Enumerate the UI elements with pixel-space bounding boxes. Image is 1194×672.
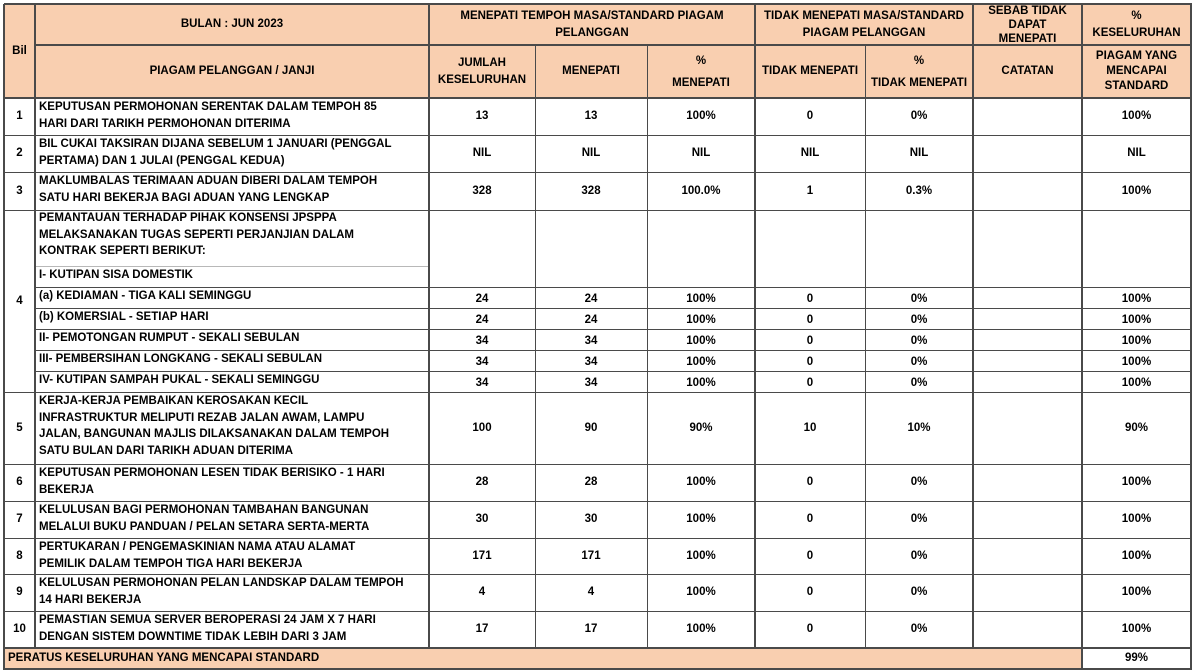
sebab-header — [973, 4, 1082, 45]
row-description — [35, 135, 429, 172]
grid-line — [1190, 4, 1192, 670]
row-jumlah: 13 — [475, 110, 489, 123]
grid-line — [535, 45, 536, 649]
row-description-line: KELULUSAN PERMOHONAN PELAN LANDSKAP DALAM TEMPOH — [39, 577, 404, 589]
row4-sub-tidak-menepati: 0 — [806, 293, 814, 306]
row-keseluruhan: 100% — [1121, 549, 1152, 562]
row-bil: 5 — [16, 421, 23, 434]
row4-sub-tidak-menepati: 0 — [806, 356, 814, 369]
jumlah-header-line: JUMLAH — [458, 57, 506, 69]
row-catatan — [973, 501, 1082, 538]
row-description-line: BIL CUKAI TAKSIRAN DIJANA SEBELUM 1 JANUARI (PENGGAL — [39, 138, 392, 150]
grid-line — [3, 4, 5, 670]
row-menepati: 90 — [584, 421, 598, 434]
row-description — [35, 611, 429, 648]
row-bil: 7 — [16, 513, 23, 526]
row-tidak-menepati: 0 — [806, 623, 814, 636]
group-tidak-menepati-header — [755, 4, 973, 45]
grid-line — [35, 329, 1192, 330]
grid-line — [4, 172, 1192, 173]
group-tidak-menepati-header-line: PIAGAM PELANGGAN — [802, 26, 926, 39]
row-jumlah: 171 — [472, 549, 492, 562]
sebab-header-line: SEBAB TIDAK — [988, 4, 1067, 17]
jumlah-header-line: KESELURUHAN — [437, 73, 527, 86]
grid-line — [35, 350, 1192, 351]
row-pct-menepati: 100% — [686, 549, 716, 562]
grid-line — [647, 45, 648, 649]
row-keseluruhan: 100% — [1121, 110, 1152, 123]
row4-sub-catatan — [973, 373, 1082, 394]
row-description-line: MAKLUMBALAS TERIMAAN ADUAN DIBERI DALAM TEMPOH — [39, 175, 378, 187]
grid-line — [35, 308, 1192, 309]
row-jumlah: 30 — [475, 513, 489, 526]
grid-line — [428, 4, 430, 649]
row4-sub-jumlah: 24 — [475, 293, 489, 306]
sebab-header-line: DAPAT — [1008, 18, 1047, 31]
row-tidak-menepati: 0 — [806, 549, 814, 562]
pct-standard-header-line: PIAGAM YANG — [1095, 50, 1178, 62]
row-bil: 6 — [16, 476, 23, 489]
row-tidak-menepati: 0 — [806, 476, 814, 489]
row4-intro-line: PEMANTAUAN TERHADAP PIHAK KONSENSI JPSPPA — [39, 212, 337, 224]
row-jumlah: 28 — [475, 476, 489, 489]
row-pct-tidak: 0% — [910, 623, 928, 636]
row4-sub-menepati: 34 — [584, 377, 598, 390]
row-pct-tidak: NIL — [909, 147, 929, 160]
row4-intro — [35, 210, 429, 266]
row-menepati: 17 — [584, 623, 598, 636]
grid-line — [35, 371, 1192, 372]
pct-overall-header — [1082, 4, 1191, 45]
row-description — [35, 392, 429, 464]
row-bil: 8 — [16, 549, 23, 562]
row-description-line: DENGAN SISTEM DOWNTIME TIDAK LEBIH DARI 3 JAM — [39, 630, 347, 643]
row-description-line: 14 HARI BEKERJA — [39, 593, 142, 606]
row-tidak-menepati: 10 — [803, 421, 817, 434]
row-menepati: 171 — [581, 549, 601, 562]
row4-sub-label: III- PEMBERSIHAN LONGKANG - SEKALI SEBULAN — [39, 353, 323, 365]
row-catatan — [973, 538, 1082, 574]
row-pct-tidak: 0% — [910, 586, 928, 599]
row4-sub-label: IV- KUTIPAN SAMPAH PUKAL - SEKALI SEMINGGU — [39, 374, 320, 386]
row4-sub-pct-tidak: 0% — [910, 335, 928, 348]
row4-intro-line: MELAKSANAKAN TUGAS SEPERTI PERJANJIAN DALAM — [39, 228, 354, 241]
row-catatan — [973, 135, 1082, 172]
row-bil: 10 — [13, 623, 26, 636]
row4-sub-jumlah: 24 — [475, 314, 489, 327]
grid-line — [972, 4, 974, 649]
row-keseluruhan: NIL — [1127, 147, 1146, 160]
row4-sub-menepati: 24 — [584, 293, 598, 306]
row-menepati: 13 — [584, 110, 598, 123]
row4-sub-catatan — [973, 310, 1082, 331]
row-pct-menepati: NIL — [691, 147, 711, 160]
row-pct-menepati: 100% — [686, 623, 716, 636]
row-menepati: 28 — [584, 476, 598, 489]
row-menepati: 30 — [584, 513, 598, 526]
row4-sub-pct-tidak: 0% — [910, 314, 928, 327]
pct-tidak-header-line: TIDAK MENEPATI — [870, 76, 968, 89]
pct-menepati-header-line: % — [695, 54, 707, 67]
grid-line — [865, 45, 866, 649]
catatan-header: CATATAN — [973, 45, 1082, 98]
pct-tidak-header — [865, 45, 973, 98]
grid-line — [4, 392, 1192, 393]
pct-standard-header-line: STANDARD — [1104, 80, 1169, 92]
row4-sub-tidak-menepati: 0 — [806, 314, 814, 327]
menepati-header: MENEPATI — [535, 45, 647, 98]
row-catatan — [973, 172, 1082, 210]
grid-line — [4, 97, 1192, 99]
row-description-line: KEPUTUSAN PERMOHONAN LESEN TIDAK BERISIKO - 1 HARI — [39, 467, 385, 479]
row-jumlah: 100 — [472, 421, 492, 434]
row-menepati: 4 — [587, 586, 595, 599]
row4-sub-menepati: 34 — [584, 356, 598, 369]
row-description — [35, 98, 429, 135]
row-description — [35, 538, 429, 574]
row-catatan — [973, 98, 1082, 135]
row-bil: 9 — [16, 586, 23, 599]
row-catatan — [973, 464, 1082, 501]
pct-standard-header — [1082, 45, 1191, 98]
row4-sub-tidak-menepati: 0 — [806, 335, 814, 348]
sebab-header-line: MENEPATI — [998, 32, 1057, 45]
group-menepati-header-line: PELANGGAN — [555, 26, 629, 39]
grid-line — [4, 464, 1192, 465]
row4-sub-label: II- PEMOTONGAN RUMPUT - SEKALI SEBULAN — [39, 332, 300, 344]
pct-menepati-header — [647, 45, 755, 98]
overall-label: PERATUS KESELURUHAN YANG MENCAPAI STANDARD — [4, 648, 1082, 669]
row-pct-tidak: 0% — [910, 513, 928, 526]
row-description — [35, 464, 429, 501]
row-pct-tidak: 0% — [910, 549, 928, 562]
row-pct-menepati: 100% — [686, 110, 716, 123]
grid-line — [35, 44, 1192, 46]
row-description-line: JALAN, BANGUNAN MAJLIS DILAKSANAKAN DALAM TEMPOH — [39, 428, 390, 440]
row-description-line: PERTUKARAN / PENGEMASKINIAN NAMA ATAU ALAMAT — [39, 541, 356, 553]
row-tidak-menepati: 0 — [806, 513, 814, 526]
row-pct-tidak: 0.3% — [905, 184, 933, 197]
overall-value: 99% — [1124, 652, 1149, 665]
row-pct-menepati: 100.0% — [681, 184, 721, 197]
row-description-line: KERJA-KERJA PEMBAIKAN KEROSAKAN KECIL — [39, 395, 309, 407]
row-keseluruhan: 100% — [1121, 513, 1152, 526]
month-label: BULAN : JUN 2023 — [35, 4, 429, 45]
row4-sub-keseluruhan: 100% — [1121, 293, 1152, 306]
row-menepati: NIL — [581, 147, 601, 160]
grid-line — [4, 538, 1192, 539]
row-description — [35, 501, 429, 538]
grid-line — [4, 668, 1192, 670]
row-description-line: KELULUSAN BAGI PERMOHONAN TAMBAHAN BANGUNAN — [39, 504, 369, 516]
piagam-header: PIAGAM PELANGGAN / JANJI — [35, 45, 429, 98]
row-jumlah: 328 — [472, 184, 492, 197]
row-description-line: PEMILIK DALAM TEMPOH TIGA HARI BEKERJA — [39, 557, 303, 570]
row4-sub-jumlah: 34 — [475, 377, 489, 390]
row4-sub-pct-menepati: 100% — [686, 293, 716, 306]
row4-sub-catatan — [973, 352, 1082, 373]
row-description — [35, 574, 429, 611]
row-description-line: HARI DARI TARIKH PERMOHONAN DITERIMA — [39, 117, 291, 130]
row4-sub-pct-menepati: 100% — [686, 335, 716, 348]
row-menepati: 328 — [581, 184, 601, 197]
row-tidak-menepati: NIL — [800, 147, 820, 160]
grid-line — [4, 135, 1192, 136]
pct-overall-header-line: KESELURUHAN — [1092, 26, 1181, 39]
row4-sub-keseluruhan: 100% — [1121, 377, 1152, 390]
row-keseluruhan: 100% — [1121, 586, 1152, 599]
row-keseluruhan: 100% — [1121, 184, 1152, 197]
grid-line — [34, 4, 36, 649]
grid-line — [35, 266, 429, 267]
row-description-line: INFRASTRUKTUR MELIPUTI REZAB JALAN AWAM, LAMPU — [39, 411, 365, 424]
row4-sub-catatan — [973, 331, 1082, 352]
grid-line — [754, 4, 756, 649]
row-bil: 3 — [16, 184, 23, 197]
group-tidak-menepati-header-line: TIDAK MENEPATI MASA/STANDARD — [764, 10, 964, 22]
grid-line — [4, 611, 1192, 612]
row-keseluruhan: 90% — [1124, 421, 1149, 434]
row4-bil: 4 — [16, 294, 23, 307]
row-bil: 1 — [16, 110, 23, 123]
grid-line — [4, 3, 1192, 5]
row4-intro-line: KONTRAK SEPERTI BERIKUT: — [39, 245, 206, 257]
pct-menepati-header-line: MENEPATI — [672, 76, 730, 89]
row4-sub-tidak-menepati: 0 — [806, 377, 814, 390]
grid-line — [4, 210, 1192, 211]
row-keseluruhan: 100% — [1121, 476, 1152, 489]
row-description-line: KEPUTUSAN PERMOHONAN SERENTAK DALAM TEMPOH 85 — [39, 101, 377, 113]
row-description — [35, 172, 429, 210]
row4-sub-keseluruhan: 100% — [1121, 356, 1152, 369]
row-description-line: BEKERJA — [39, 483, 94, 496]
row-description-line: PERTAMA) DAN 1 JULAI (PENGGAL KEDUA) — [39, 154, 285, 167]
grid-line — [4, 647, 1192, 649]
row-jumlah: 17 — [475, 623, 489, 636]
row4-kutipan: I- KUTIPAN SISA DOMESTIK — [39, 269, 193, 281]
row4-sub-jumlah: 34 — [475, 335, 489, 348]
row4-sub-pct-menepati: 100% — [686, 314, 716, 327]
pct-standard-header-line: MENCAPAI — [1106, 65, 1167, 77]
grid-line — [35, 287, 1192, 288]
row-pct-tidak: 0% — [910, 110, 928, 123]
tidak-menepati-header: TIDAK MENEPATI — [755, 45, 865, 98]
row4-sub-catatan — [973, 289, 1082, 310]
grid-line — [4, 574, 1192, 575]
row4-sub-pct-tidak: 0% — [910, 356, 928, 369]
row-tidak-menepati: 0 — [806, 110, 814, 123]
grid-line — [4, 501, 1192, 502]
row4-sub-pct-menepati: 100% — [686, 377, 716, 390]
row-pct-tidak: 10% — [907, 421, 931, 434]
row4-sub-keseluruhan: 100% — [1121, 314, 1152, 327]
row-description-line: PEMASTIAN SEMUA SERVER BEROPERASI 24 JAM X 7 HARI — [39, 614, 376, 626]
row-pct-menepati: 100% — [686, 476, 716, 489]
row-description-line: SATU HARI BEKERJA BAGI ADUAN YANG LENGKAP — [39, 191, 330, 204]
row4-sub-pct-tidak: 0% — [910, 293, 928, 306]
row4-sub-pct-tidak: 0% — [910, 377, 928, 390]
bil-header: Bil — [4, 4, 35, 98]
row4-sub-menepati: 34 — [584, 335, 598, 348]
group-menepati-header — [429, 4, 755, 45]
row-pct-menepati: 100% — [686, 586, 716, 599]
row4-sub-label: (a) KEDIAMAN - TIGA KALI SEMINGGU — [39, 290, 252, 302]
row-catatan — [973, 574, 1082, 611]
row4-sub-jumlah: 34 — [475, 356, 489, 369]
group-menepati-header-line: MENEPATI TEMPOH MASA/STANDARD PIAGAM — [460, 10, 724, 22]
row4-sub-keseluruhan: 100% — [1121, 335, 1152, 348]
grid-line — [1081, 4, 1083, 670]
row-tidak-menepati: 0 — [806, 586, 814, 599]
row-bil: 2 — [16, 147, 23, 160]
row-pct-menepati: 100% — [686, 513, 716, 526]
row-description-line: SATU BULAN DARI TARIKH ADUAN DITERIMA — [39, 444, 294, 457]
row-catatan — [973, 392, 1082, 464]
row4-sub-label: (b) KOMERSIAL - SETIAP HARI — [39, 311, 209, 323]
row4-sub-menepati: 24 — [584, 314, 598, 327]
pct-tidak-header-line: % — [913, 54, 925, 67]
row-jumlah: 4 — [478, 586, 486, 599]
row4-sub-pct-menepati: 100% — [686, 356, 716, 369]
row-keseluruhan: 100% — [1121, 623, 1152, 636]
pct-overall-header-line: % — [1131, 10, 1142, 22]
row-pct-menepati: 90% — [689, 421, 713, 434]
jumlah-header — [429, 45, 535, 98]
row-tidak-menepati: 1 — [806, 184, 814, 197]
row-description-line: MELALUI BUKU PANDUAN / PELAN SETARA SERTA-MERTA — [39, 520, 370, 533]
row-pct-tidak: 0% — [910, 476, 928, 489]
row-catatan — [973, 611, 1082, 648]
row-jumlah: NIL — [472, 147, 492, 160]
